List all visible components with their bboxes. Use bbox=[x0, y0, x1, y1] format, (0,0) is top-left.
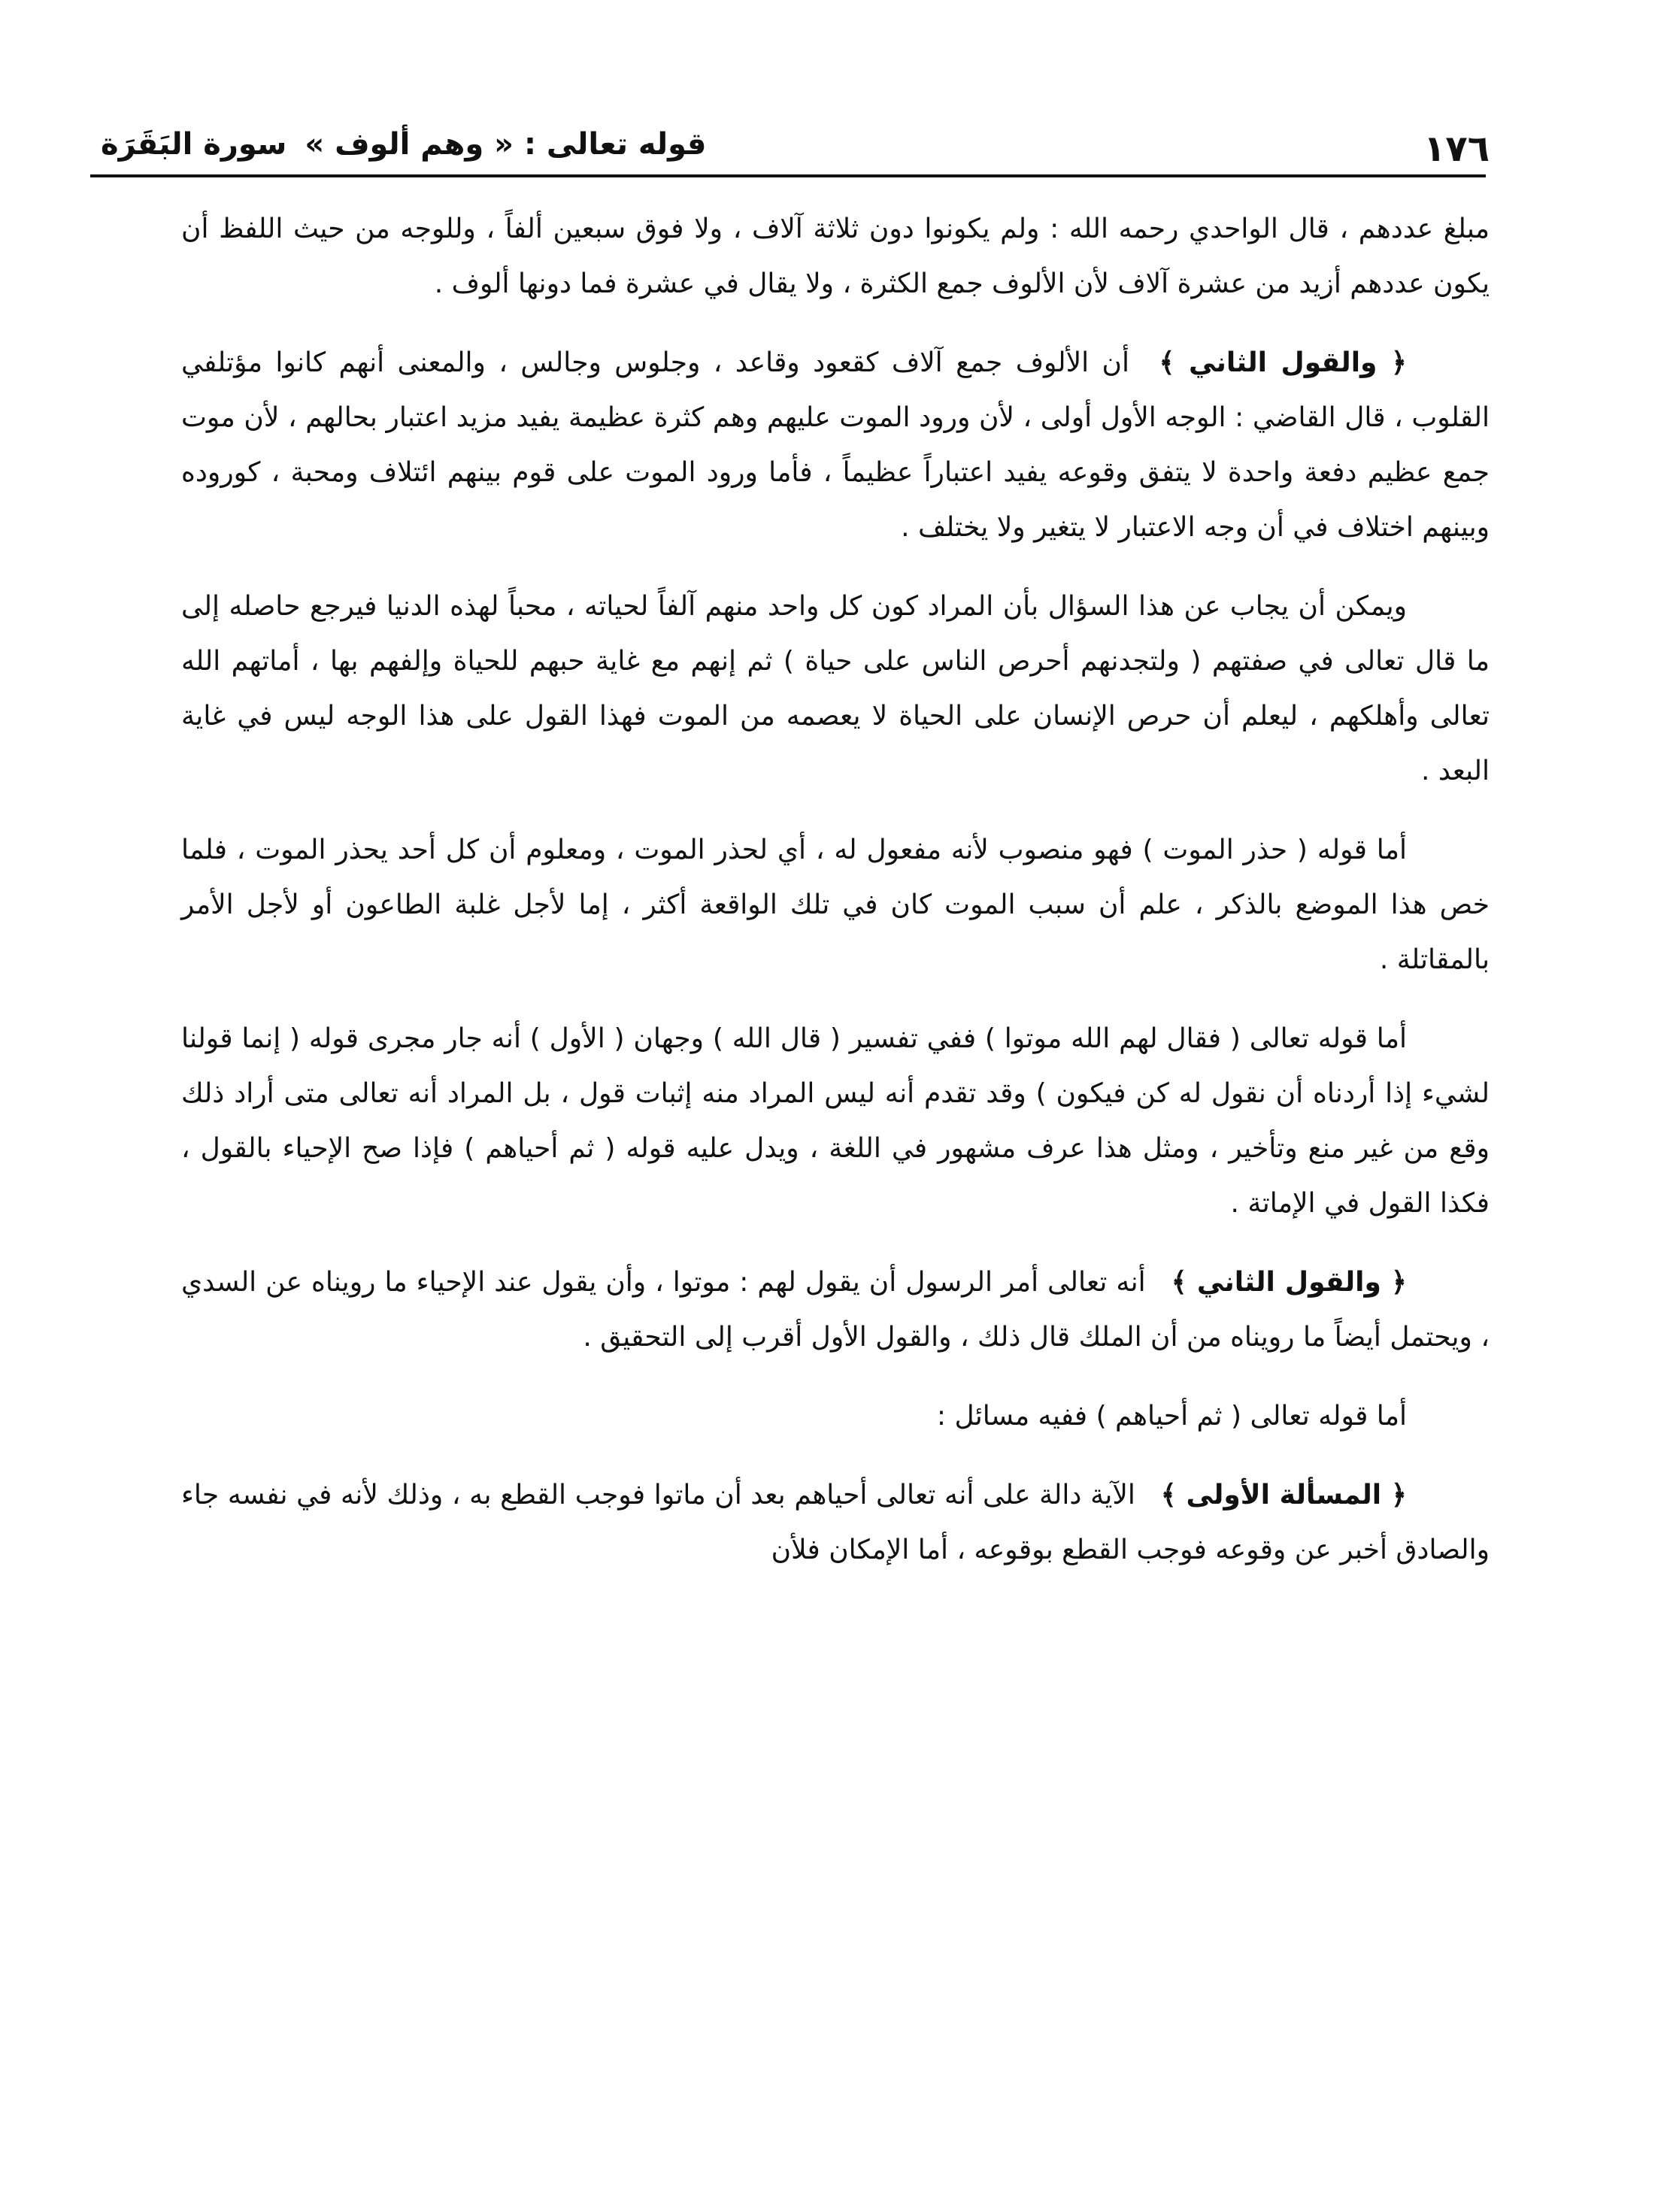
section-label: ﴿ المسألة الأولى ﴾ bbox=[1160, 1480, 1407, 1511]
paragraph-3 bbox=[181, 579, 1490, 798]
paragraph-text: أما قوله ( حذر الموت ) فهو منصوب لأنه مفعول له ، أي لحذر الموت ، ومعلوم أن كل أحد يحذر الموت ، فلما خص هذا الموضع بالذكر ، علم أن سبب الموت كان في تلك الواقعة أكثر ، إما لأجل غلبة الطاعون أو لأجل الأمر بالمقاتلة . bbox=[181, 835, 1490, 975]
paragraph-text: أما قوله تعالى ( فقال لهم الله موتوا ) ففي تفسير ( قال الله ) وجهان ( الأول ) أنه جار مجرى قوله ( إنما قولنا لشيء إذا أردناه أن نقول له كن فيكون ) وقد تقدم أنه ليس المراد منه إثبات قول ، بل المراد أنه تعالى متى أراد ذلك وقع من غير منع وتأخير ، ومثل هذا عرف مشهور في اللغة ، ويدل عليه قوله ( ثم أحياهم ) فإذا صح الإحياء بالقول ، فكذا القول في الإماتة . bbox=[181, 1023, 1490, 1219]
paragraph-text: مبلغ عددهم ، قال الواحدي رحمه الله : ولم يكونوا دون ثلاثة آلاف ، ولا فوق سبعين ألفاً ، وللوجه من حيث اللفظ أن يكون عددهم أزيد من عشرة آلاف لأن الألوف جمع الكثرة ، ولا يقال في عشرة فما دونها ألوف . bbox=[181, 214, 1490, 299]
header-rule bbox=[90, 174, 1486, 177]
paragraph-5 bbox=[181, 1011, 1490, 1231]
paragraph-7 bbox=[181, 1389, 1490, 1444]
running-head-verse: قوله تعالى : « وهم ألوف » bbox=[305, 127, 707, 162]
paragraph-text: أنه تعالى أمر الرسول أن يقول لهم : موتوا ، وأن يقول عند الإحياء ما رويناه عن السدي ، ويحتمل أيضاً ما رويناه من أن الملك قال ذلك ، والقول الأول أقرب إلى التحقيق . bbox=[181, 1267, 1490, 1353]
paragraph-8 bbox=[181, 1468, 1490, 1577]
paragraph-text: أما قوله تعالى ( ثم أحياهم ) ففيه مسائل : bbox=[936, 1401, 1407, 1432]
paragraph-1 bbox=[181, 202, 1490, 311]
paragraph-text: الآية دالة على أنه تعالى أحياهم بعد أن ماتوا فوجب القطع به ، وذلك لأنه في نفسه جاء والصادق أخبر عن وقوعه فوجب القطع بوقوعه ، أما الإمكان فلأن bbox=[181, 1480, 1490, 1565]
running-head bbox=[83, 122, 706, 167]
paragraph-text: ويمكن أن يجاب عن هذا السؤال بأن المراد كون كل واحد منهم آلفاً لحياته ، محباً لهذه الدنيا فيرجع حاصله إلى ما قال تعالى في صفتهم ( ولتجدنهم أحرص الناس على حياة ) ثم إنهم مع غاية حبهم للحياة وإلفهم بها ، أماتهم الله تعالى وأهلكهم ، ليعلم أن حرص الإنسان على الحياة لا يعصمه من الموت فهذا القول على هذا الوجه ليس في غاية البعد . bbox=[181, 591, 1490, 786]
running-head-surah: سورة البَقَرَة bbox=[101, 127, 287, 162]
page-header bbox=[83, 113, 1490, 177]
paragraph-text: أن الألوف جمع آلاف كقعود وقاعد ، وجلوس وجالس ، والمعنى أنهم كانوا مؤتلفي القلوب ، قال القاضي : الوجه الأول أولى ، لأن ورود الموت عليهم وهم كثرة عظيمة يفيد مزيد اعتبار بحالهم ، لأن موت جمع عظيم دفعة واحدة لا يتفق وقوعه يفيد اعتباراً عظيماً ، فأما ورود الموت على قوم بينهم ائتلاف ومحبة ، كوروده وبينهم اختلاف في أن وجه الاعتبار لا يتغير ولا يختلف . bbox=[181, 347, 1490, 543]
section-label: ﴿ والقول الثاني ﴾ bbox=[1171, 1267, 1407, 1298]
paragraph-6 bbox=[181, 1255, 1490, 1365]
page-number: ١٧٦ bbox=[1423, 128, 1490, 170]
section-label: ﴿ والقول الثاني ﴾ bbox=[1159, 347, 1407, 378]
page-body bbox=[181, 202, 1490, 1601]
paragraph-2 bbox=[181, 335, 1490, 555]
paragraph-4 bbox=[181, 823, 1490, 987]
